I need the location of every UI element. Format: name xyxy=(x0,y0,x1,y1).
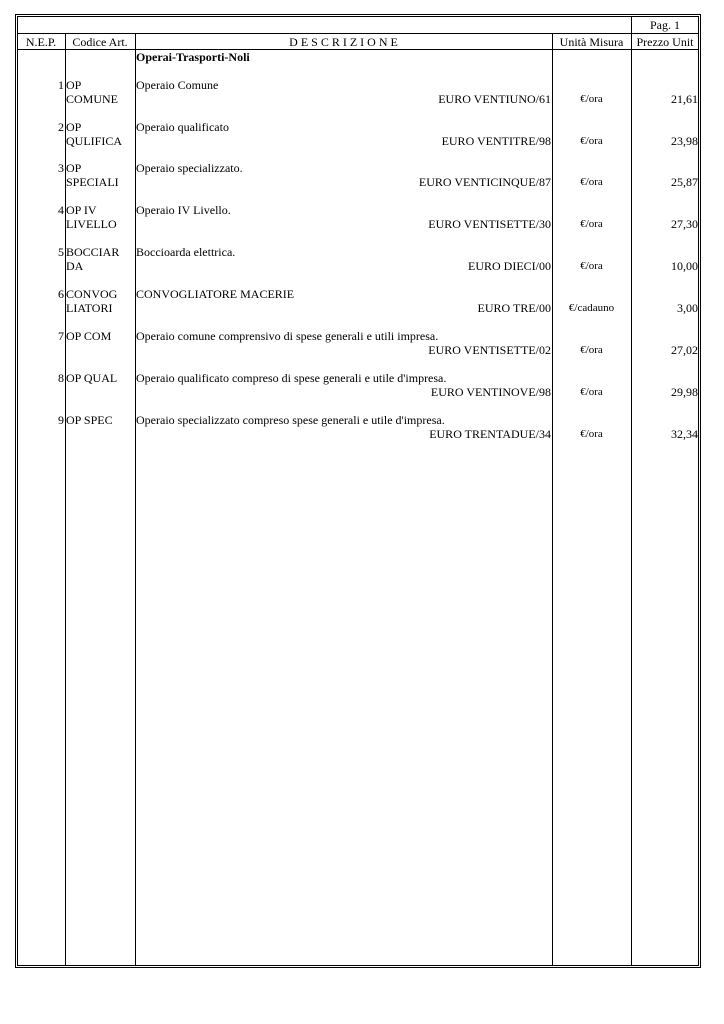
header-code: Codice Art. xyxy=(72,35,128,49)
row-number: 6 xyxy=(58,287,64,301)
row-description: Operaio qualificato xyxy=(136,120,229,134)
row-number: 7 xyxy=(58,329,64,343)
row-price: 10,00 xyxy=(671,259,698,273)
row-code-line1: CONVOG xyxy=(66,287,118,301)
row-price-words: EURO VENTIUNO/61 xyxy=(438,92,551,106)
row-unit: €/ora xyxy=(580,93,603,105)
row-price: 25,87 xyxy=(671,175,698,189)
row-code-line2: LIATORI xyxy=(66,301,113,315)
page-number: Pag. 1 xyxy=(650,18,680,32)
section-title: Operai-Trasporti-Noli xyxy=(136,50,250,64)
row-code-line1: OP xyxy=(66,161,82,175)
row-description: Operaio IV Livello. xyxy=(136,203,231,217)
row-price: 3,00 xyxy=(677,301,698,315)
row-code-line1: OP xyxy=(66,120,82,134)
row-code-line1: OP IV xyxy=(66,203,97,217)
row-description: Operaio qualificato compreso di spese generali e utile d'impresa. xyxy=(136,371,447,385)
row-price-words: EURO VENTINOVE/98 xyxy=(430,385,551,399)
row-price: 21,61 xyxy=(671,92,698,106)
row-price-words: EURO VENTISETTE/02 xyxy=(428,343,551,357)
row-unit: €/cadauno xyxy=(568,302,615,314)
row-number: 1 xyxy=(58,78,64,92)
page-frame-inner xyxy=(17,16,699,966)
row-price-words: EURO TRENTADUE/34 xyxy=(429,427,551,441)
row-unit: €/ora xyxy=(580,260,603,272)
row-price-words: EURO VENTITRE/98 xyxy=(441,134,551,148)
row-price-words: EURO VENTISETTE/30 xyxy=(428,217,551,231)
row-description: Operaio comune comprensivo di spese generali e utili impresa. xyxy=(136,329,439,343)
row-number: 4 xyxy=(58,203,64,217)
row-code-line1: BOCCIAR xyxy=(66,245,120,259)
row-unit: €/ora xyxy=(580,218,603,230)
row-description: Operaio Comune xyxy=(136,78,219,92)
row-number: 3 xyxy=(58,161,64,175)
row-number: 9 xyxy=(58,413,64,427)
col-divider-unit xyxy=(631,33,632,965)
row-code-line2: QULIFICA xyxy=(66,134,122,148)
row-code-line1: OP xyxy=(66,78,82,92)
row-code-line2: LIVELLO xyxy=(66,217,117,231)
row-code-line2: DA xyxy=(66,259,84,273)
row-description: Operaio specializzato. xyxy=(136,161,243,175)
row-description: Boccioarda elettrica. xyxy=(136,245,236,259)
row-description: CONVOGLIATORE MACERIE xyxy=(136,287,295,301)
row-number: 2 xyxy=(58,120,64,134)
header-nep: N.E.P. xyxy=(25,35,57,49)
header-price: Prezzo Unit xyxy=(636,35,694,49)
row-unit: €/ora xyxy=(580,176,603,188)
row-code-line1: OP QUAL xyxy=(66,371,118,385)
row-price: 32,34 xyxy=(671,427,698,441)
header-bottom-line xyxy=(17,49,699,50)
row-unit: €/ora xyxy=(580,386,603,398)
row-price: 27,02 xyxy=(671,343,698,357)
header-unit: Unità Misura xyxy=(559,35,624,49)
row-number: 8 xyxy=(58,371,64,385)
row-price-words: EURO DIECI/00 xyxy=(468,259,551,273)
row-unit: €/ora xyxy=(580,135,603,147)
row-code-line1: OP COM xyxy=(66,329,112,343)
header-description: D E S C R I Z I O N E xyxy=(289,35,398,49)
row-code-line1: OP SPEC xyxy=(66,413,113,427)
row-unit: €/ora xyxy=(580,344,603,356)
header-top-line xyxy=(17,33,699,34)
row-price: 27,30 xyxy=(671,217,698,231)
row-code-line2: COMUNE xyxy=(66,92,119,106)
row-price-words: EURO VENTICINQUE/87 xyxy=(418,175,551,189)
row-description: Operaio specializzato compreso spese generali e utile d'impresa. xyxy=(136,413,445,427)
row-price: 29,98 xyxy=(671,385,698,399)
col-divider-desc xyxy=(552,33,553,965)
row-unit: €/ora xyxy=(580,428,603,440)
row-number: 5 xyxy=(58,245,64,259)
row-code-line2: SPECIALI xyxy=(66,175,119,189)
row-price: 23,98 xyxy=(671,134,698,148)
row-price-words: EURO TRE/00 xyxy=(477,301,551,315)
